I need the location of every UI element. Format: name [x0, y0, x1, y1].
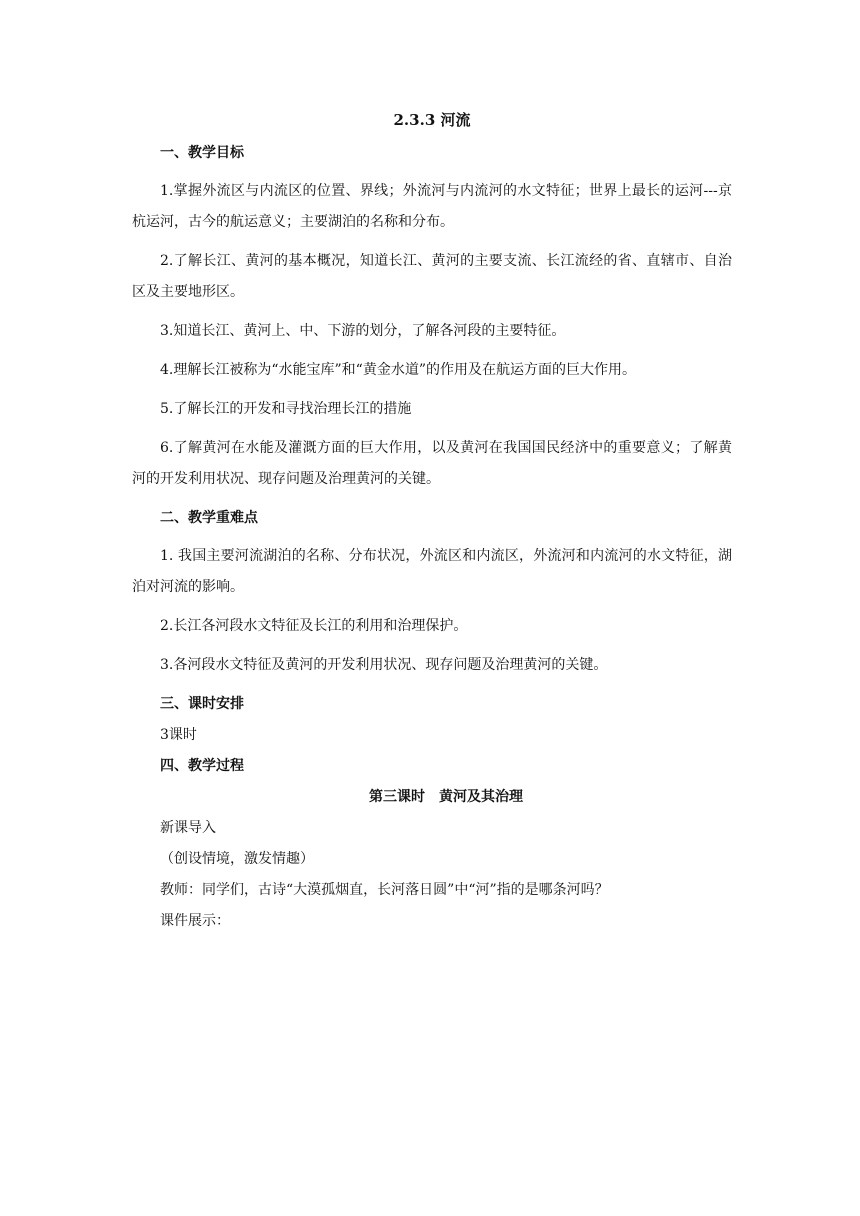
document-content [132, 112, 732, 944]
schedule-text: 3课时 [160, 727, 197, 743]
process-line-teacher: 教师：同学们，古诗“大漠孤烟直，长河落日圆”中“河”指的是哪条河吗？ [160, 882, 609, 898]
process-line-courseware: 课件展示： [160, 913, 230, 929]
document-title: 2.3.3 河流 [393, 111, 471, 129]
process-line-situation: （创设情境，激发情趣） [160, 851, 314, 867]
goal-item-3: 3.知道长江、黄河上、中、下游的划分，了解各河段的主要特征。 [160, 323, 566, 339]
key-point-item-3: 3.各河段水文特征及黄河的开发利用状况、现存问题及治理黄河的关键。 [160, 657, 608, 673]
key-point-item-2: 2.长江各河段水文特征及长江的利用和治理保护。 [160, 618, 468, 634]
section-heading-key-points: 二、教学重难点 [160, 510, 258, 526]
goal-item-6: 6.了解黄河在水能及灌溉方面的巨大作用，以及黄河在我国国民经济中的重要意义；了解黄河的开发利用状况、现存问题及治理黄河的关键。 [132, 440, 732, 487]
goal-item-2: 2.了解长江、黄河的基本概况，知道长江、黄河的主要支流、长江流经的省、直辖市、自治区及主要地形区。 [132, 253, 732, 300]
lesson-title: 第三课时 黄河及其治理 [369, 789, 523, 805]
key-point-item-1: 1. 我国主要河流湖泊的名称、分布状况，外流区和内流区，外流河和内流河的水文特征，湖泊对河流的影响。 [132, 548, 732, 595]
section-heading-schedule: 三、课时安排 [160, 696, 244, 712]
goal-item-5: 5.了解长江的开发和寻找治理长江的措施 [160, 401, 412, 417]
section-heading-goals: 一、教学目标 [160, 145, 244, 161]
section-heading-process: 四、教学过程 [160, 758, 244, 774]
process-line-intro: 新课导入 [160, 820, 216, 836]
goal-item-4: 4.理解长江被称为“水能宝库”和“黄金水道”的作用及在航运方面的巨大作用。 [160, 362, 636, 378]
goal-item-1: 1.掌握外流区与内流区的位置、界线；外流河与内流河的水文特征；世界上最长的运河---京杭运河，古今的航运意义；主要湖泊的名称和分布。 [132, 183, 732, 230]
